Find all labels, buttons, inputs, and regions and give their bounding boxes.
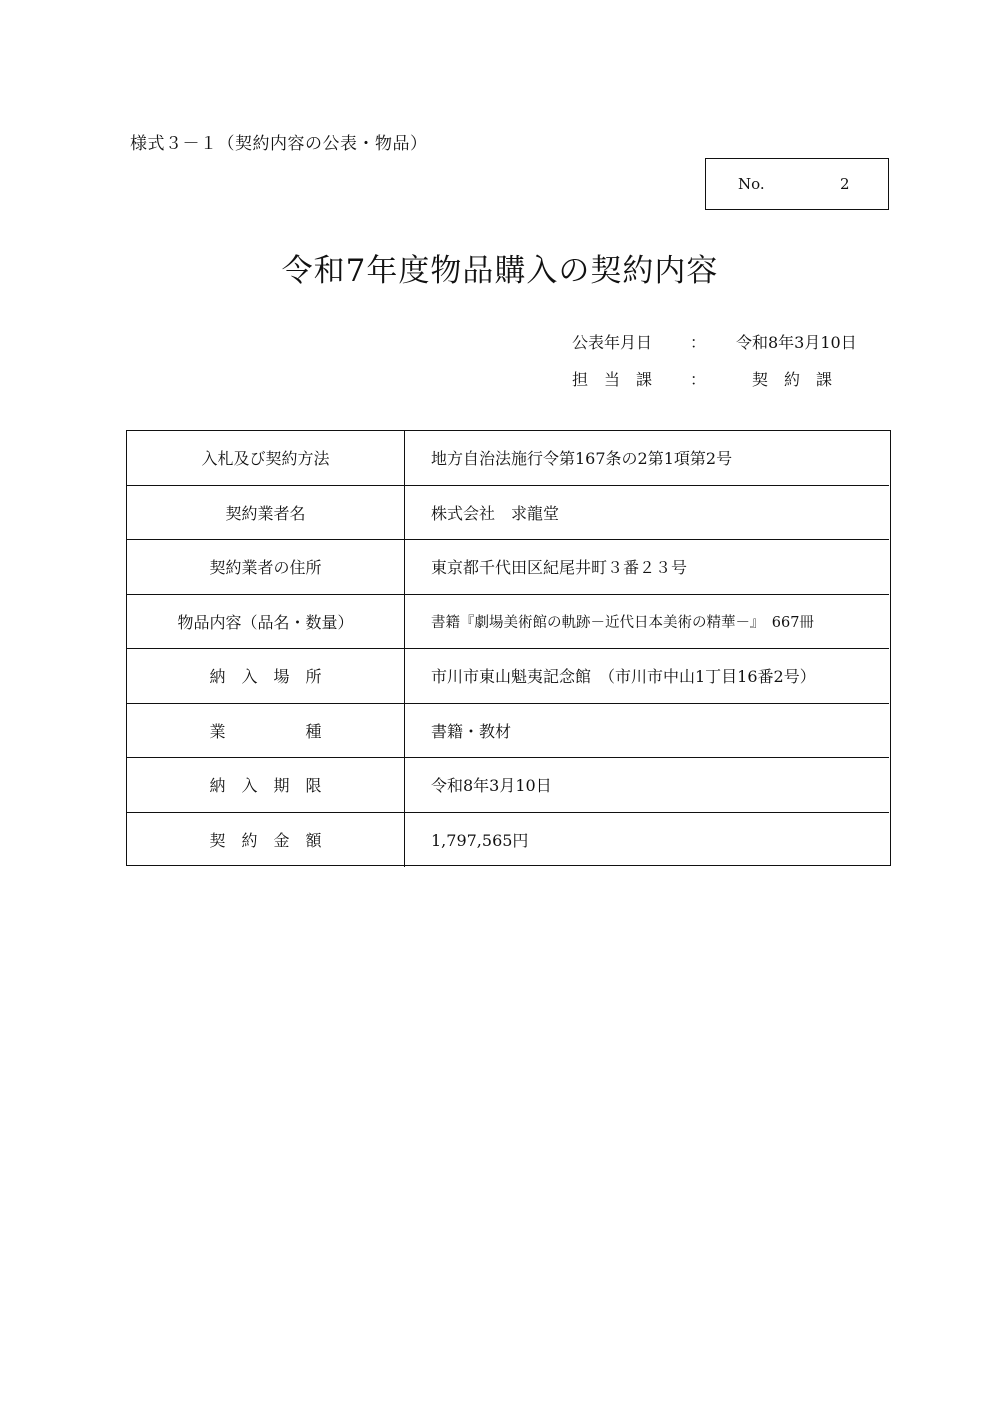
meta-colon-date: ： (690, 333, 707, 352)
row-label: 契約業者の住所 (127, 540, 405, 594)
row-label: 契 約 金 額 (127, 813, 405, 868)
row-value: 東京都千代田区紀尾井町３番２３号 (431, 558, 688, 578)
meta-key-date: 公表年月日 (572, 333, 653, 352)
row-label: 納 入 期 限 (127, 758, 405, 812)
form-label: 様式３－１（契約内容の公表・物品） (130, 134, 428, 154)
meta-colon-department: ： (690, 370, 707, 389)
row-value: 書籍・教材 (431, 721, 512, 741)
row-value: 地方自治法施行令第167条の2第1項第2号 (431, 449, 733, 469)
row-value: 1,797,565円 (431, 831, 529, 851)
table-row (127, 704, 889, 759)
number-box (705, 158, 889, 210)
meta-value-date: 令和8年3月10日 (736, 333, 857, 352)
table-row (127, 649, 889, 704)
number-value: 2 (840, 175, 850, 193)
row-value: 書籍『劇場美術館の軌跡－近代日本美術の精華－』 667冊 (431, 614, 814, 631)
meta-key-department: 担 当 課 (572, 370, 653, 389)
row-label: 業 種 (127, 704, 405, 758)
number-label: No. (738, 175, 765, 193)
row-value: 令和8年3月10日 (431, 776, 552, 796)
table-row (127, 813, 889, 868)
table-row (127, 595, 889, 650)
meta-value-department: 契 約 課 (752, 370, 833, 389)
row-label: 契約業者名 (127, 486, 405, 540)
table-row (127, 486, 889, 541)
row-label: 納 入 場 所 (127, 649, 405, 703)
table-row (127, 758, 889, 813)
table-row (127, 540, 889, 595)
row-label: 入札及び契約方法 (127, 431, 405, 485)
table-row (127, 431, 889, 486)
page-title: 令和7年度物品購入の契約内容 (281, 253, 719, 289)
row-value: 市川市東山魁夷記念館 （市川市中山1丁目16番2号） (431, 667, 816, 687)
contract-table (126, 430, 891, 866)
row-value: 株式会社 求龍堂 (431, 503, 560, 523)
row-label: 物品内容（品名・数量） (127, 595, 405, 649)
